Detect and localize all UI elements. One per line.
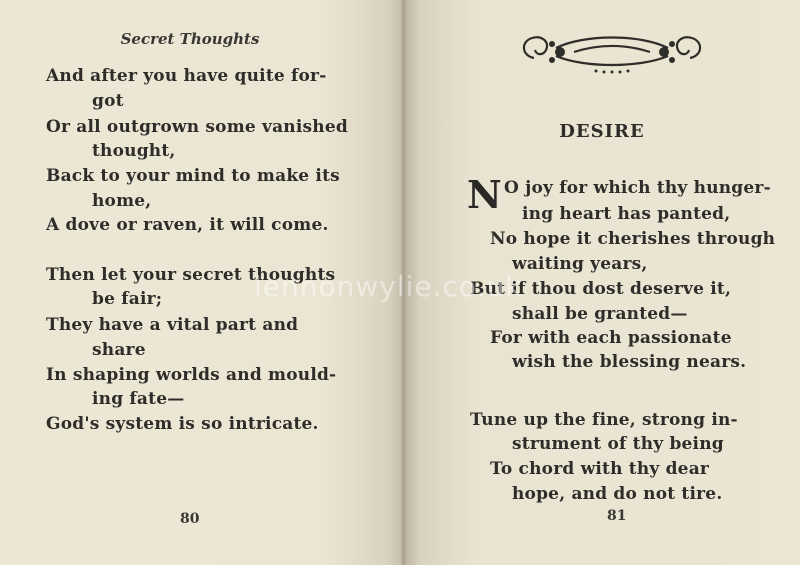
poem-line: Tune up the fine, strong in- — [470, 410, 738, 430]
poem-line: God's system is so intricate. — [46, 414, 319, 434]
poem-line: home, — [92, 191, 152, 211]
page-number: 80 — [180, 511, 200, 527]
poem-line: In shaping worlds and mould- — [46, 365, 337, 385]
watermark: lennonwylie.co.uk — [254, 270, 523, 303]
poem-line: And after you have quite for- — [46, 66, 327, 86]
poem-line: No hope it cherishes through — [490, 229, 776, 249]
poem-line: ing fate— — [92, 389, 185, 409]
poem-line: Then let your secret thoughts — [46, 265, 336, 285]
poem-line: hope, and do not tire. — [512, 484, 723, 504]
poem-line: share — [92, 340, 146, 360]
floral-scroll-ornament-icon — [514, 28, 710, 76]
poem-line: thought, — [92, 141, 176, 161]
poem-line: For with each passionate — [490, 328, 732, 348]
poem-line: wish the blessing nears. — [512, 352, 747, 372]
poem-line: waiting years, — [512, 254, 648, 274]
poem-line: strument of thy being — [512, 434, 724, 454]
poem-line: Back to your mind to make its — [46, 166, 340, 186]
poem-title: DESIRE — [559, 121, 645, 142]
poem-line: A dove or raven, it will come. — [46, 215, 329, 235]
poem-line: They have a vital part and — [46, 315, 299, 335]
poem-line: shall be granted— — [512, 304, 688, 324]
poem-line: O joy for which thy hunger- — [504, 178, 771, 198]
drop-cap: N — [467, 172, 502, 217]
running-head: Secret Thoughts — [120, 30, 260, 48]
poem-line: ing heart has panted, — [522, 204, 731, 224]
poem-line: But if thou dost deserve it, — [470, 279, 732, 299]
poem-line: Or all outgrown some vanished — [46, 117, 348, 137]
poem-line: To chord with thy dear — [490, 459, 710, 479]
poem-line: got — [92, 91, 124, 111]
page-number: 81 — [607, 508, 627, 524]
poem-line: be fair; — [92, 289, 163, 309]
